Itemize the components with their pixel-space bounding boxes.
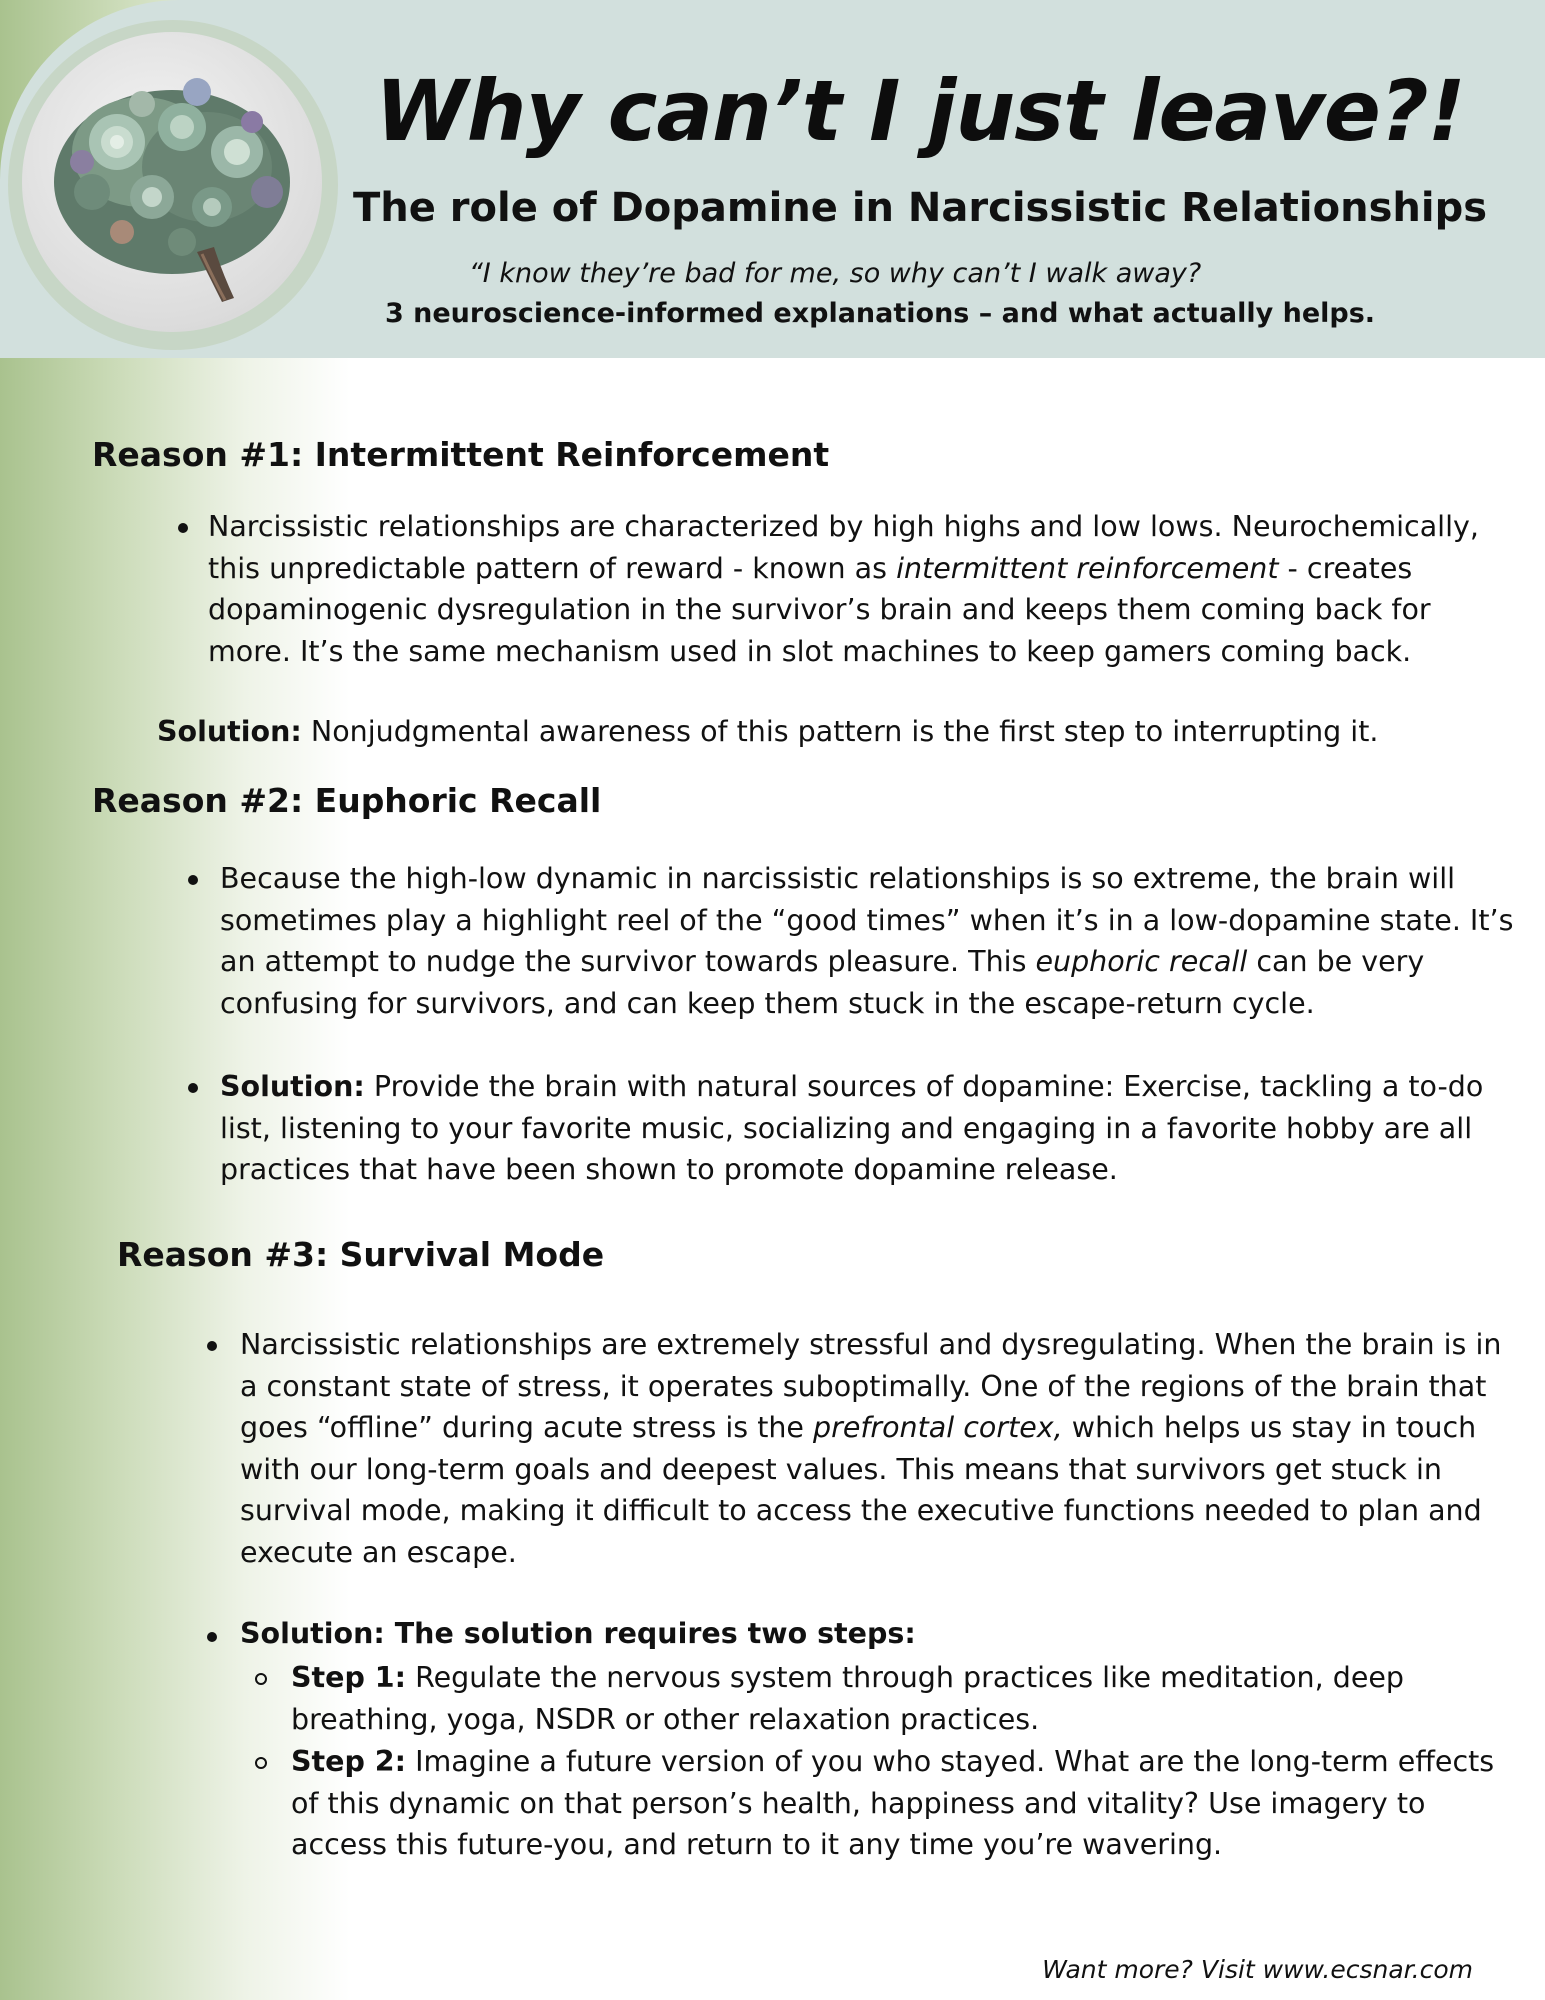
reason-3-step-1: Step 1: Regulate the nervous system through practices like meditation, deep breathing, yoga, NSDR or other relaxation practices. <box>291 1661 1404 1736</box>
reason-2-solution: Solution: Provide the brain with natural sources of dopamine: Exercise, tackling a to-do list, listening to your favorite music, socializing and engaging in a favorite hobby are all practices that have been shown to promote dopamine release. <box>220 1070 1484 1186</box>
reason-1-heading: Reason #1: Intermittent Reinforcement <box>92 435 830 474</box>
header-tagline: 3 neuroscience-informed explanations – and what actually helps. <box>384 298 1376 329</box>
reason-2-heading: Reason #2: Euphoric Recall <box>92 781 602 820</box>
reason-3-heading: Reason #3: Survival Mode <box>117 1235 605 1274</box>
header-quote: “I know they’re bad for me, so why can’t I walk away? <box>468 258 1202 289</box>
page-title: Why can’t I just leave?! <box>375 62 1465 160</box>
reason-1-paragraph: Narcissistic relationships are characterized by high highs and low lows. Neurochemically, this unpredictable pattern of reward - known as intermittent reinforcement - creates dopaminogenic dysregulation in the survivor’s brain and keeps them coming back for more. It’s the same mechanism used in slot machines to keep gamers coming back. <box>208 510 1479 668</box>
succulent-brain-icon <box>22 32 322 332</box>
footer-link[interactable]: Want more? Visit www.ecsnar.com <box>1042 1955 1473 1984</box>
reason-3-paragraph: Narcissistic relationships are extremely stressful and dysregulating. When the brain is in a constant state of stress, it operates suboptimally. One of the regions of the brain that goes “offline” during acute stress is the prefrontal cortex, which helps us stay in touch with our long-term goals and deepest values. This means that survivors get stuck in survival mode, making it difficult to access the executive functions needed to plan and execute an escape. <box>240 1328 1502 1569</box>
reason-2-paragraph: Because the high-low dynamic in narcissistic relationships is so extreme, the brain will sometimes play a highlight reel of the “good times” when it’s in a low-dopamine state. It’s an attempt to nudge the survivor towards pleasure. This euphoric recall can be very confusing for survivors, and can keep them stuck in the escape-return cycle. <box>220 862 1514 1020</box>
header-banner <box>0 0 1545 358</box>
bullet-icon <box>188 875 198 885</box>
bullet-icon <box>188 1083 198 1093</box>
bullet-icon <box>207 1341 217 1351</box>
bullet-icon <box>178 523 188 533</box>
hollow-bullet-icon <box>255 1673 267 1685</box>
reason-3-solution-heading: Solution: The solution requires two steps: <box>240 1617 916 1650</box>
bullet-icon <box>207 1632 217 1642</box>
hollow-bullet-icon <box>255 1757 267 1769</box>
reason-1-solution: Solution: Nonjudgmental awareness of this pattern is the first step to interrupting it. <box>157 715 1379 748</box>
reason-3-step-2: Step 2: Imagine a future version of you who stayed. What are the long-term effects of this dynamic on that person’s health, happiness and vitality? Use imagery to access this future-you, and return to it any time you’re wavering. <box>291 1745 1495 1861</box>
page-subtitle: The role of Dopamine in Narcissistic Relationships <box>352 185 1488 231</box>
